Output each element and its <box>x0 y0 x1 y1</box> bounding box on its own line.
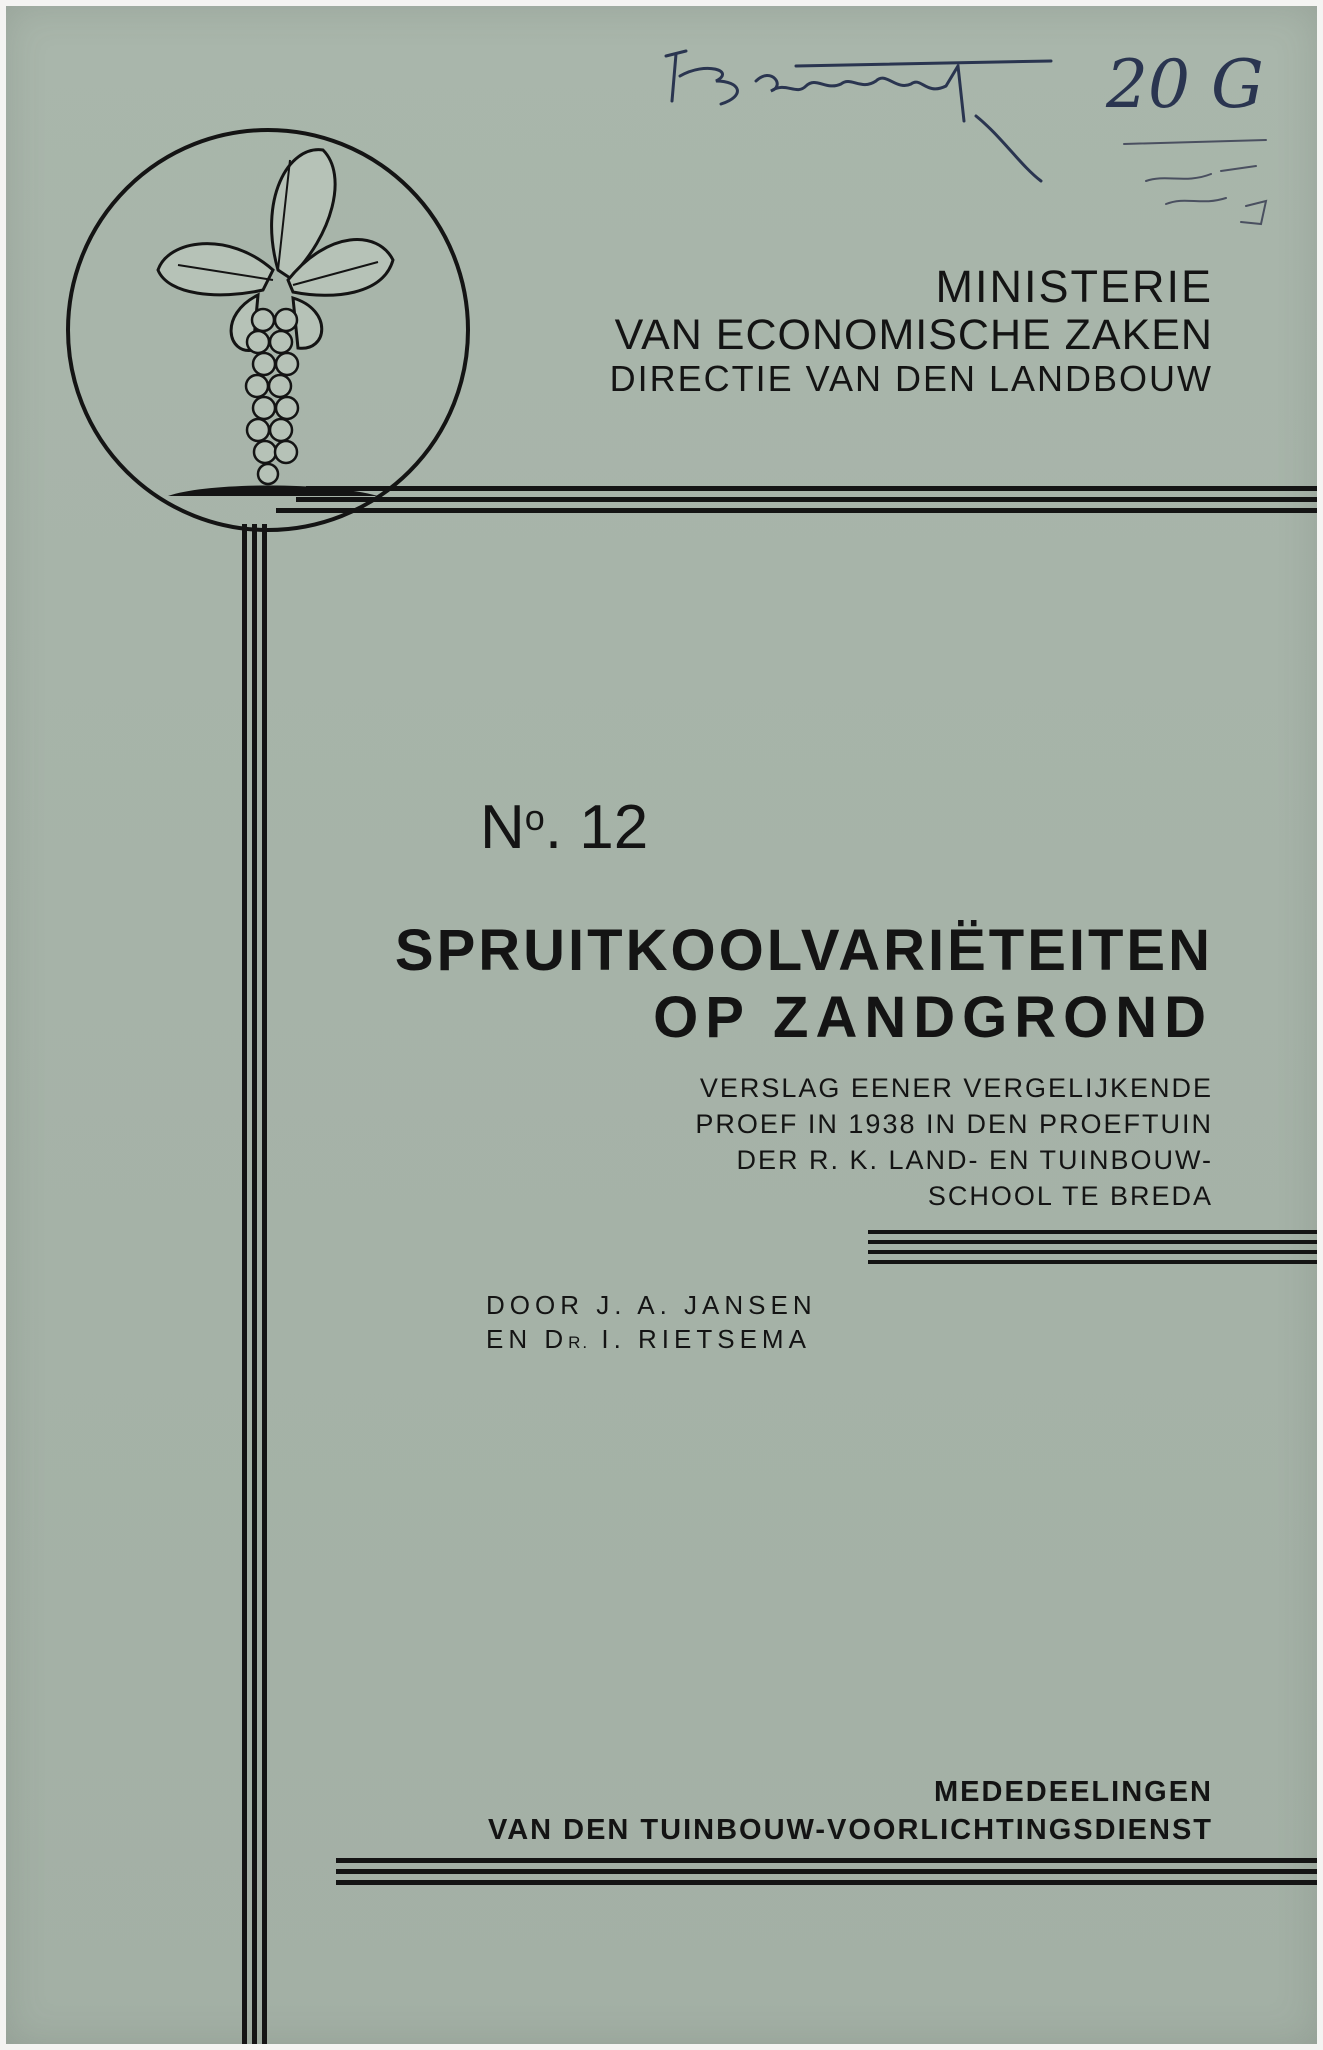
middle-rule-1 <box>868 1230 1317 1234</box>
bottom-rule-1 <box>336 1858 1317 1863</box>
bottom-rule-3 <box>336 1880 1317 1885</box>
subtitle <box>695 1070 1213 1214</box>
pencil-scribbles <box>1116 126 1276 236</box>
subtitle-line-4: SCHOOL TE BREDA <box>927 1181 1213 1211</box>
middle-rule-2 <box>868 1240 1317 1244</box>
author-line-2-prefix: EN D <box>486 1324 569 1354</box>
ministry-department: VAN ECONOMISCHE ZAKEN <box>614 310 1213 359</box>
author-title-small: R. <box>568 1333 590 1352</box>
vertical-rule-2 <box>252 524 257 2044</box>
subtitle-line-1: VERSLAG EENER VERGELIJKENDE <box>699 1073 1213 1103</box>
author-line-2-rest: I. RIETSEMA <box>589 1324 811 1354</box>
issue-number <box>480 792 648 863</box>
issue-prefix: N <box>480 793 525 862</box>
authors <box>486 1288 817 1360</box>
ministry-directorate: DIRECTIE VAN DEN LANDBOUW <box>609 357 1213 399</box>
main-title <box>395 918 1213 1051</box>
ministry-name: MINISTERIE <box>935 261 1213 312</box>
vertical-rule-3 <box>262 524 267 2044</box>
issue-separator: . <box>544 793 563 862</box>
subtitle-line-2: PROEF IN 1938 IN DEN PROEFTUIN <box>695 1109 1213 1139</box>
ministry-heading <box>610 262 1213 398</box>
bottom-rule-2 <box>336 1869 1317 1874</box>
issue-value: 12 <box>579 793 649 862</box>
series-name: MEDEDEELINGEN <box>934 1776 1213 1808</box>
handwritten-shelfmark: 20 G <box>1106 46 1264 123</box>
author-line-1: DOOR J. A. JANSEN <box>486 1290 817 1320</box>
handwritten-signature <box>646 26 1066 186</box>
top-rule-1 <box>306 486 1317 491</box>
vertical-rule-1 <box>242 524 247 2044</box>
middle-rule-4 <box>868 1260 1317 1264</box>
top-rule-2 <box>296 497 1317 502</box>
brussels-sprout-plant-icon <box>58 120 478 540</box>
subtitle-line-3: DER R. K. LAND- EN TUINBOUW- <box>736 1145 1213 1175</box>
cover-page <box>6 6 1317 2044</box>
issue-superscript: o <box>524 797 545 838</box>
author-line-2 <box>486 1322 817 1360</box>
top-rule-3 <box>276 508 1317 513</box>
middle-rule-3 <box>868 1250 1317 1254</box>
series-service: VAN DEN TUINBOUW-VOORLICHTINGSDIENST <box>488 1814 1213 1846</box>
title-line-1: SPRUITKOOLVARIËTEITEN <box>394 918 1213 983</box>
title-line-2: OP ZANDGROND <box>653 984 1213 1050</box>
